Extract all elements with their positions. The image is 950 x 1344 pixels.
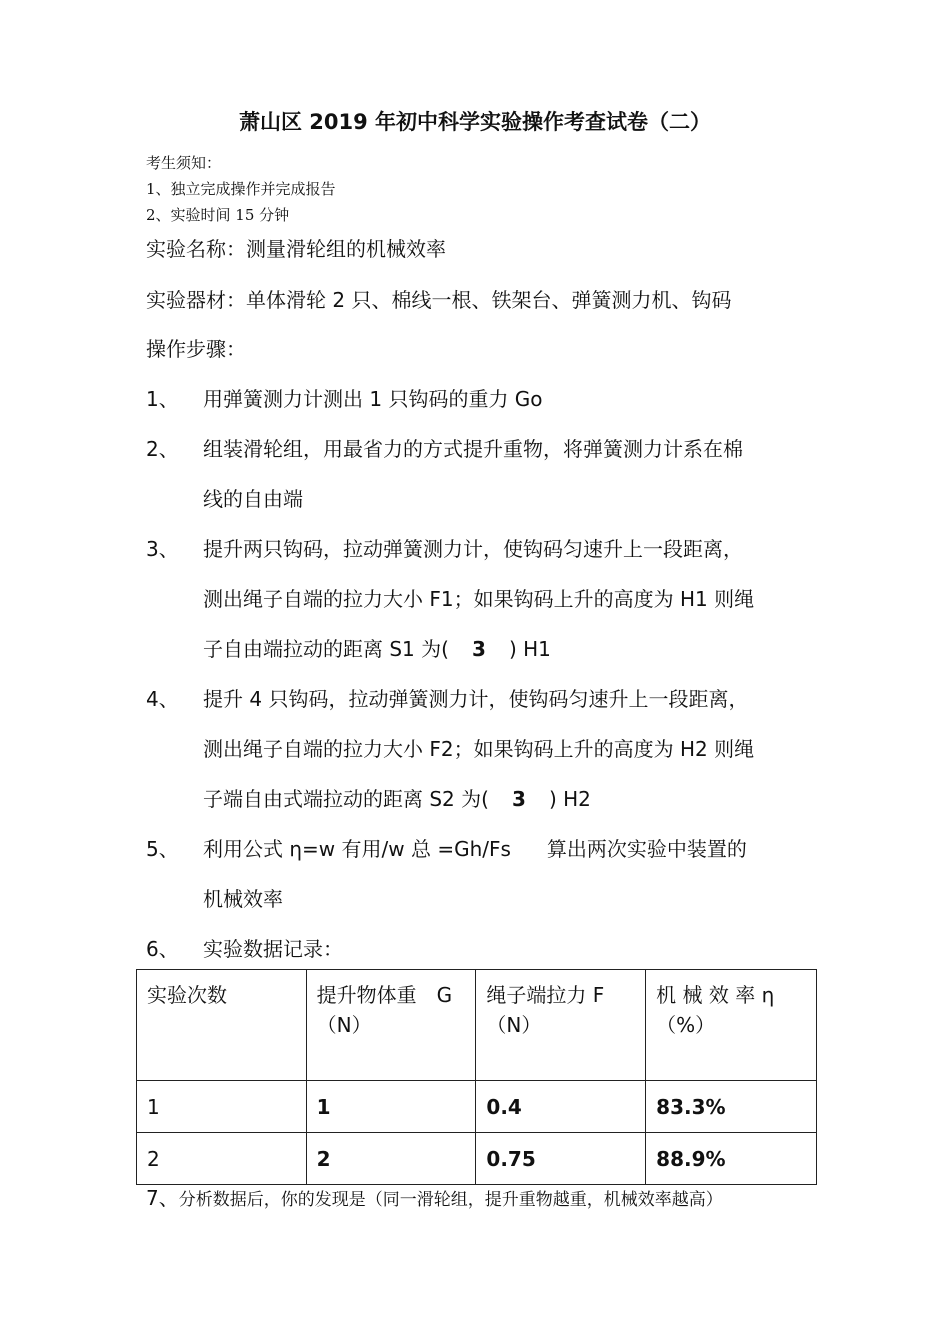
step-text: 算出两次实验中装置的 [546,837,747,861]
step-number: 7、 [146,1186,179,1210]
table-cell: 2 [137,1133,307,1185]
step-number: 4、 [146,687,179,711]
conclusion [146,1182,723,1211]
step-text: 线的自由端 [203,487,303,511]
step-text-fill [203,783,591,812]
step-text: 用弹簧测力计测出 1 只钩码的重力 Go [203,387,543,411]
answer-blank: 3 [511,787,526,811]
table-row [137,1081,817,1133]
step-number: 5、 [146,837,179,861]
table-header-cell: 实验次数 [137,970,307,1081]
conclusion-text: 分析数据后，你的发现是（同一滑轮组，提升重物越重，机械效率越高） [178,1190,723,1210]
notice-heading: 考生须知： [146,154,222,172]
step-text: 实验数据记录： [203,937,343,961]
steps-heading: 操作步骤： [146,337,246,361]
step-number: 6、 [146,937,179,961]
step-text: 测出绳子自端的拉力大小 F1；如果钩码上升的高度为 H1 则绳 [203,587,755,611]
equipment-list: 实验器材：单体滑轮 2 只、棉线一根、铁架台、弹簧测力机、钩码 [146,288,732,312]
step-text: ) H2 [548,787,591,811]
step-text: 提升 4 只钩码，拉动弹簧测力计，使钩码匀速升上一段距离， [203,687,749,711]
table-header-cell: 机 械 效 率 η （%） [646,970,817,1081]
table-cell: 83.3% [646,1081,817,1133]
table-cell: 88.9% [646,1133,817,1185]
table-cell: 1 [137,1081,307,1133]
table-header-row [137,970,817,1081]
step-text: 子端自由式端拉动的距离 S2 为( [203,787,489,811]
step-text: 子自由端拉动的距离 S1 为( [203,637,449,661]
data-table [136,969,817,1185]
table-header-cell: 提升物体重 G （N） [306,970,476,1081]
step-text-formula [203,833,747,862]
formula-text: 利用公式 η=w 有用/w 总 =Gh/Fs [203,837,511,861]
page-title: 萧山区 2019 年初中科学实验操作考查试卷（二） [238,110,712,134]
step-number: 3、 [146,537,179,561]
step-number: 2、 [146,437,179,461]
step-text: 机械效率 [203,887,283,911]
table-cell: 0.75 [476,1133,646,1185]
table-cell: 0.4 [476,1081,646,1133]
step-text-fill [203,633,551,662]
step-number: 1、 [146,387,179,411]
step-text: ) H1 [508,637,551,661]
step-text: 组装滑轮组，用最省力的方式提升重物，将弹簧测力计系在棉 [203,437,743,461]
notice-item: 1、独立完成操作并完成报告 [146,180,336,198]
table-header-cell: 绳子端拉力 F （N） [476,970,646,1081]
table-row [137,1133,817,1185]
answer-blank: 3 [471,637,486,661]
step-text: 测出绳子自端的拉力大小 F2；如果钩码上升的高度为 H2 则绳 [203,737,755,761]
notice-item: 2、实验时间 15 分钟 [146,206,290,224]
experiment-name: 实验名称：测量滑轮组的机械效率 [146,237,446,261]
step-text: 提升两只钩码，拉动弹簧测力计，使钩码匀速升上一段距离， [203,537,743,561]
table-cell: 2 [306,1133,476,1185]
table-cell: 1 [306,1081,476,1133]
